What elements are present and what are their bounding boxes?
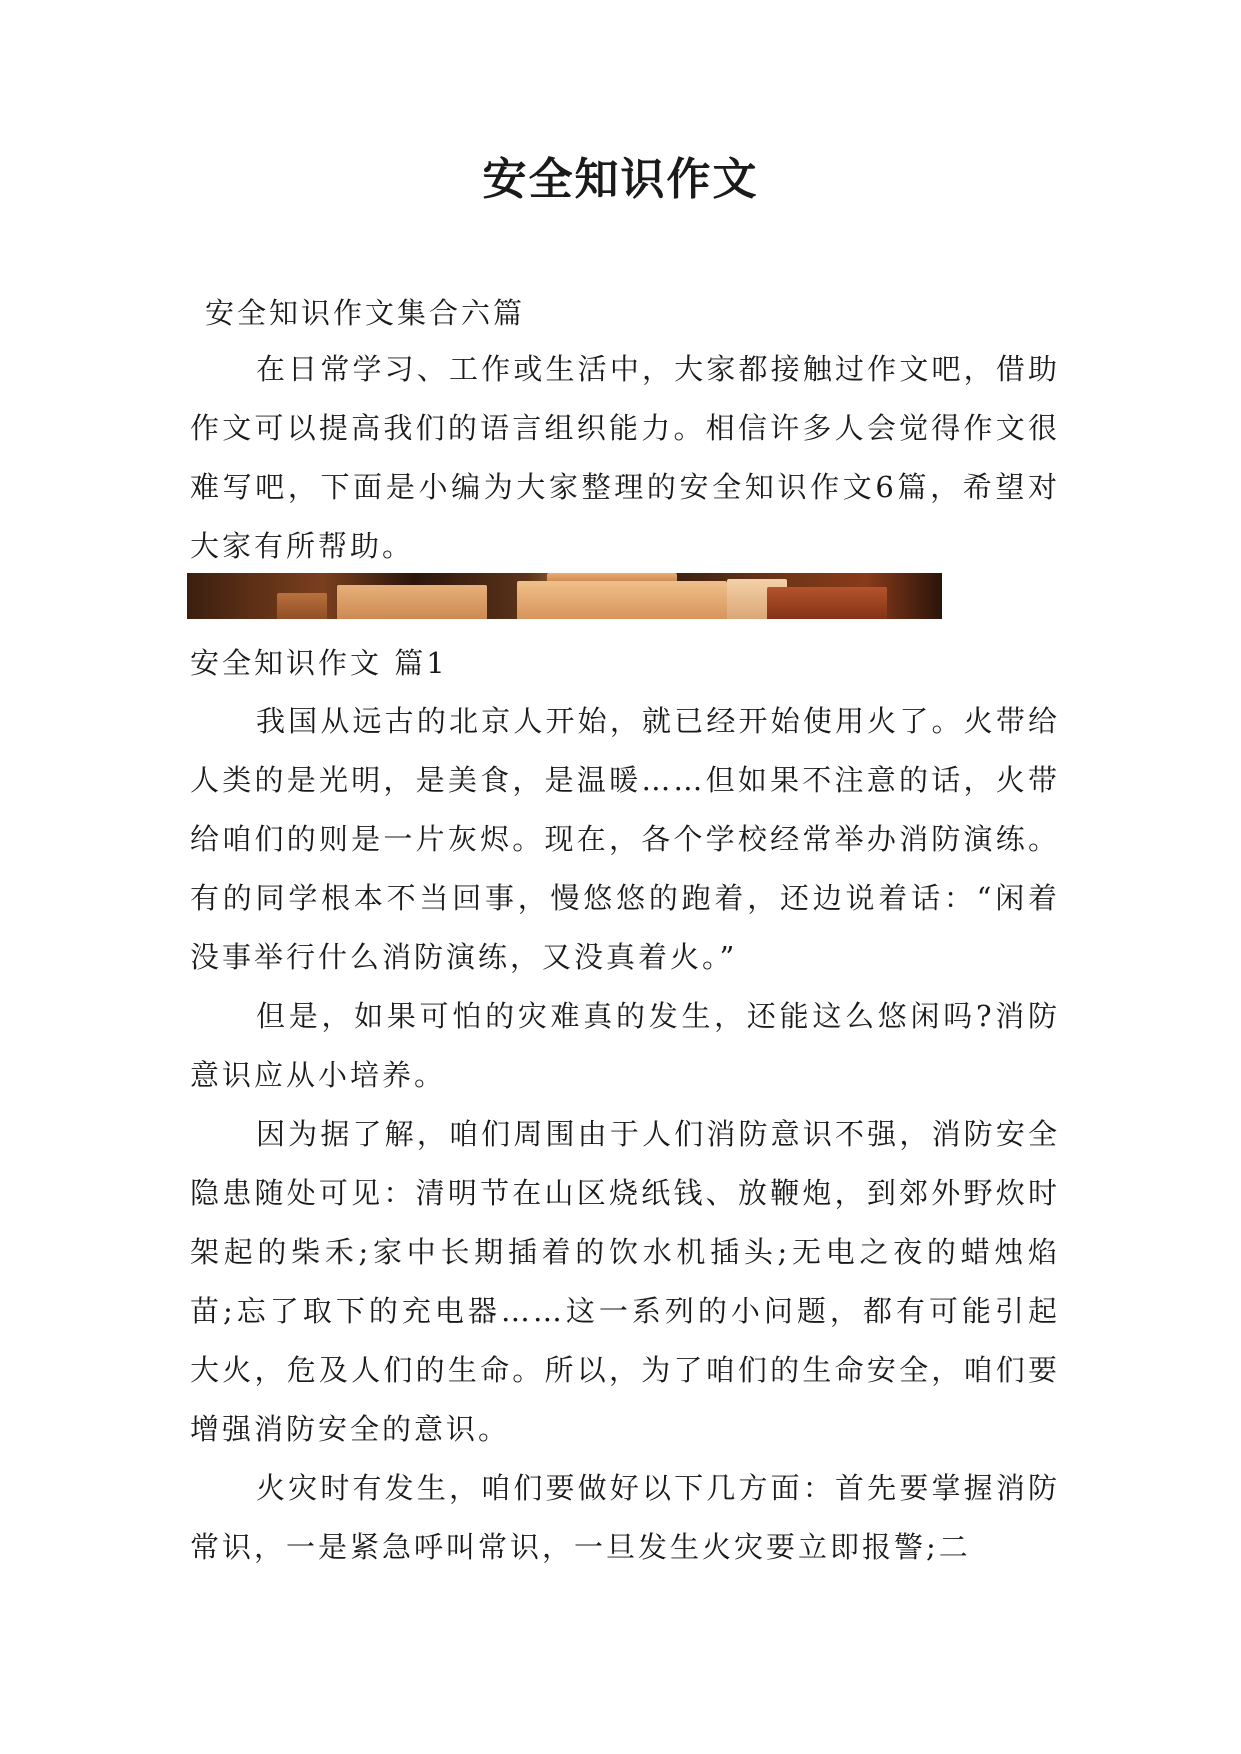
book-shape — [337, 585, 487, 619]
book-shape — [277, 593, 327, 619]
body-paragraph: 因为据了解，咱们周围由于人们消防意识不强，消防安全隐患随处可见：清明节在山区烧纸钱、放鞭炮，到郊外野炊时架起的柴禾;家中长期插着的饮水机插头;无电之夜的蜡烛焰苗;忘了取下的充电器……这一系列的小问题，都有可能引起大火，危及人们的生命。所以，为了咱们的生命安全，咱们要增强消防安全的意识。 — [190, 1117, 1060, 1446]
books-banner-image — [187, 573, 942, 619]
book-shape — [517, 581, 727, 619]
book-shape — [767, 587, 887, 619]
section-heading: 安全知识作文 篇1 — [190, 646, 448, 680]
document-title: 安全知识作文 — [482, 154, 759, 205]
intro-paragraph: 在日常学习、工作或生活中，大家都接触过作文吧，借助作文可以提高我们的语言组织能力。相信许多人会觉得作文很难写吧，下面是小编为大家整理的安全知识作文6篇，希望对大家有所帮助。 — [190, 352, 1060, 563]
body-paragraph: 火灾时有发生，咱们要做好以下几方面：首先要掌握消防常识，一是紧急呼叫常识，一旦发生火灾要立即报警;二 — [190, 1471, 1060, 1564]
body-paragraph: 我国从远古的北京人开始，就已经开始使用火了。火带给人类的是光明，是美食，是温暖……但如果不注意的话，火带给咱们的则是一片灰烬。现在，各个学校经常举办消防演练。有的同学根本不当回事，慢悠悠的跑着，还边说着话：“闲着没事举行什么消防演练，又没真着火。” — [190, 704, 1060, 974]
body-paragraph: 但是，如果可怕的灾难真的发生，还能这么悠闲吗?消防意识应从小培养。 — [190, 999, 1060, 1092]
document-subtitle: 安全知识作文集合六篇 — [205, 296, 526, 330]
